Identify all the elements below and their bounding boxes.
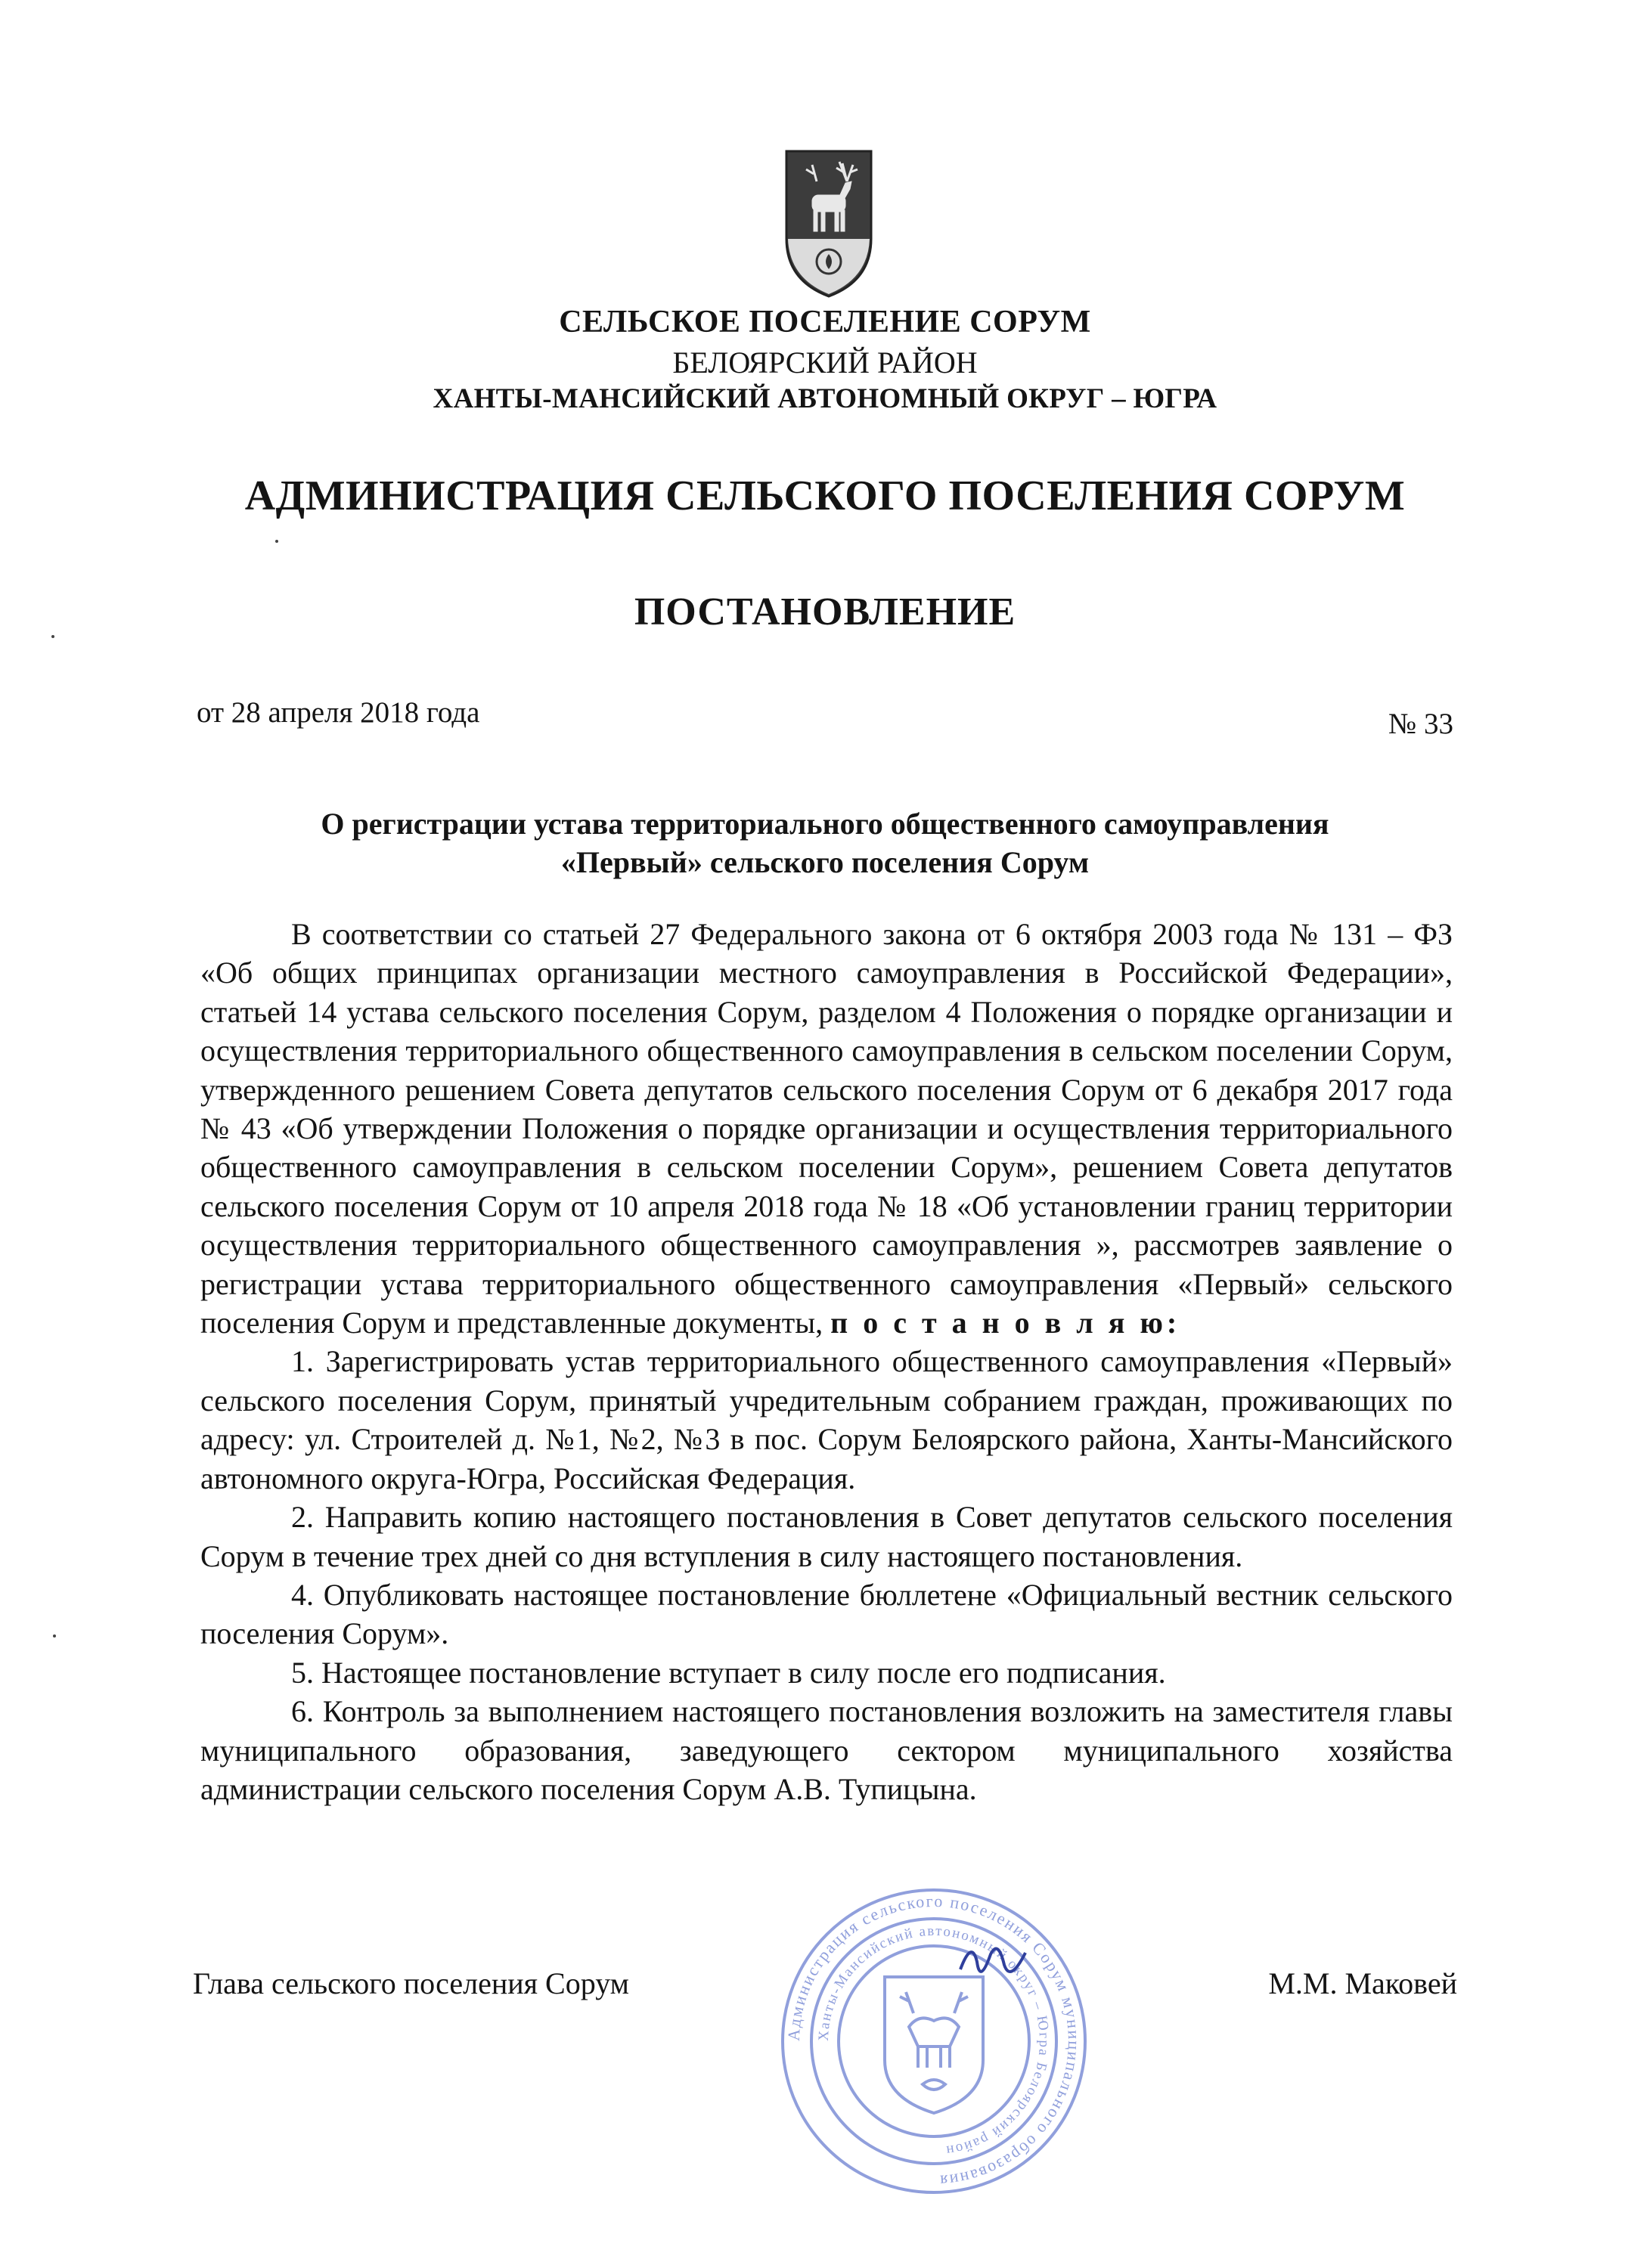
- stamp-inner-text: Ханты-Мансийский автономный округ – Югра Белоярский район: [815, 1923, 1053, 2159]
- settlement-title: СЕЛЬСКОЕ ПОСЕЛЕНИЕ СОРУМ: [559, 305, 1091, 339]
- district-title: БЕЛОЯРСКИЙ РАЙОН: [672, 345, 978, 380]
- subject-line-1: О регистрации устава территориального общественного самоуправления: [321, 807, 1329, 841]
- scan-speck: [53, 1634, 56, 1637]
- signatory-name: М.М. Маковей: [1268, 1966, 1457, 2000]
- coat-of-arms: [783, 148, 874, 299]
- subject-line-2: «Первый» сельского поселения Сорум: [560, 845, 1090, 879]
- document-type-title: ПОСТАНОВЛЕНИЕ: [634, 590, 1016, 634]
- scan-speck: [51, 635, 54, 638]
- scan-speck: [275, 540, 278, 543]
- document-date: от 28 апреля 2018 года: [197, 696, 480, 729]
- official-stamp: [779, 1886, 1089, 2196]
- stamp-outer-text: Администрация сельского поселения Сорум муниципального образования: [783, 1891, 1084, 2191]
- preamble-text: В соответствии со статьей 27 Федерального закона от 6 октября 2003 года № 131 – ФЗ «Об общих принципах организации местного самоуправления в Российской Федерации», статьей 14 устава сельского поселения Сорум, разделом 4 Положения о порядке организации и осуществления территориального общественного самоуправления в сельском поселении Сорум, утвержденного решением Совета депутатов сельского поселения Сорум от 6 декабря 2017 года № 43 «Об утверждении Положения о порядке организации и осуществления территориального общественного самоуправления в сельском поселении Сорум», решением Совета депутатов сельского поселения Сорум от 10 апреля 2018 года № 18 «Об установлении границ территории осуществления территориального общественного самоуправления », рассмотрев заявление о регистрации устава территориального общественного самоуправления «Первый» сельского поселения Сорум и представленные документы,: [200, 917, 1453, 1340]
- coat-of-arms-icon: [783, 148, 874, 299]
- item-paragraph: 4. Опубликовать настоящее постановление бюллетене «Официальный вестник сельского поселения Сорум».: [200, 1577, 1453, 1651]
- preamble-paragraph: [200, 915, 1453, 1342]
- administration-title: АДМИНИСТРАЦИЯ СЕЛЬСКОГО ПОСЕЛЕНИЯ СОРУМ: [244, 472, 1406, 519]
- okrug-title: ХАНТЫ-МАНСИЙСКИЙ АВТОНОМНЫЙ ОКРУГ – ЮГРА: [433, 383, 1217, 414]
- svg-text:Ханты-Мансийский автономный ок: [816, 1923, 1052, 2158]
- document-number: № 33: [1388, 708, 1453, 740]
- signatory-title: Глава сельского поселения Сорум: [193, 1966, 629, 2000]
- document-subject: [250, 804, 1400, 881]
- stamp-icon: [779, 1886, 1089, 2196]
- document-body: [200, 915, 1453, 1808]
- item-paragraph: 1. Зарегистрировать устав территориального общественного самоуправления «Первый» сельского поселения Сорум, принятый учредительным собранием граждан, проживающих по адресу: ул. Строителей д. №1, №2, №3 в пос. Сорум Белоярского района, Ханты-Мансийского автономного округа-Югра, Российская Федерация.: [200, 1344, 1453, 1495]
- decree-word: п о с т а н о в л я ю:: [830, 1306, 1181, 1340]
- item-paragraph: 2. Направить копию настоящего постановления в Совет депутатов сельского поселения Сорум в течение трех дней со дня вступления в силу настоящего постановления.: [200, 1500, 1453, 1573]
- item-paragraph: 6. Контроль за выполнением настоящего постановления возложить на заместителя главы муниципального образования, заведующего сектором муниципального хозяйства администрации сельского поселения Сорум А.В. Тупицына.: [200, 1694, 1453, 1806]
- item-paragraph: 5. Настоящее постановление вступает в силу после его подписания.: [291, 1655, 1166, 1690]
